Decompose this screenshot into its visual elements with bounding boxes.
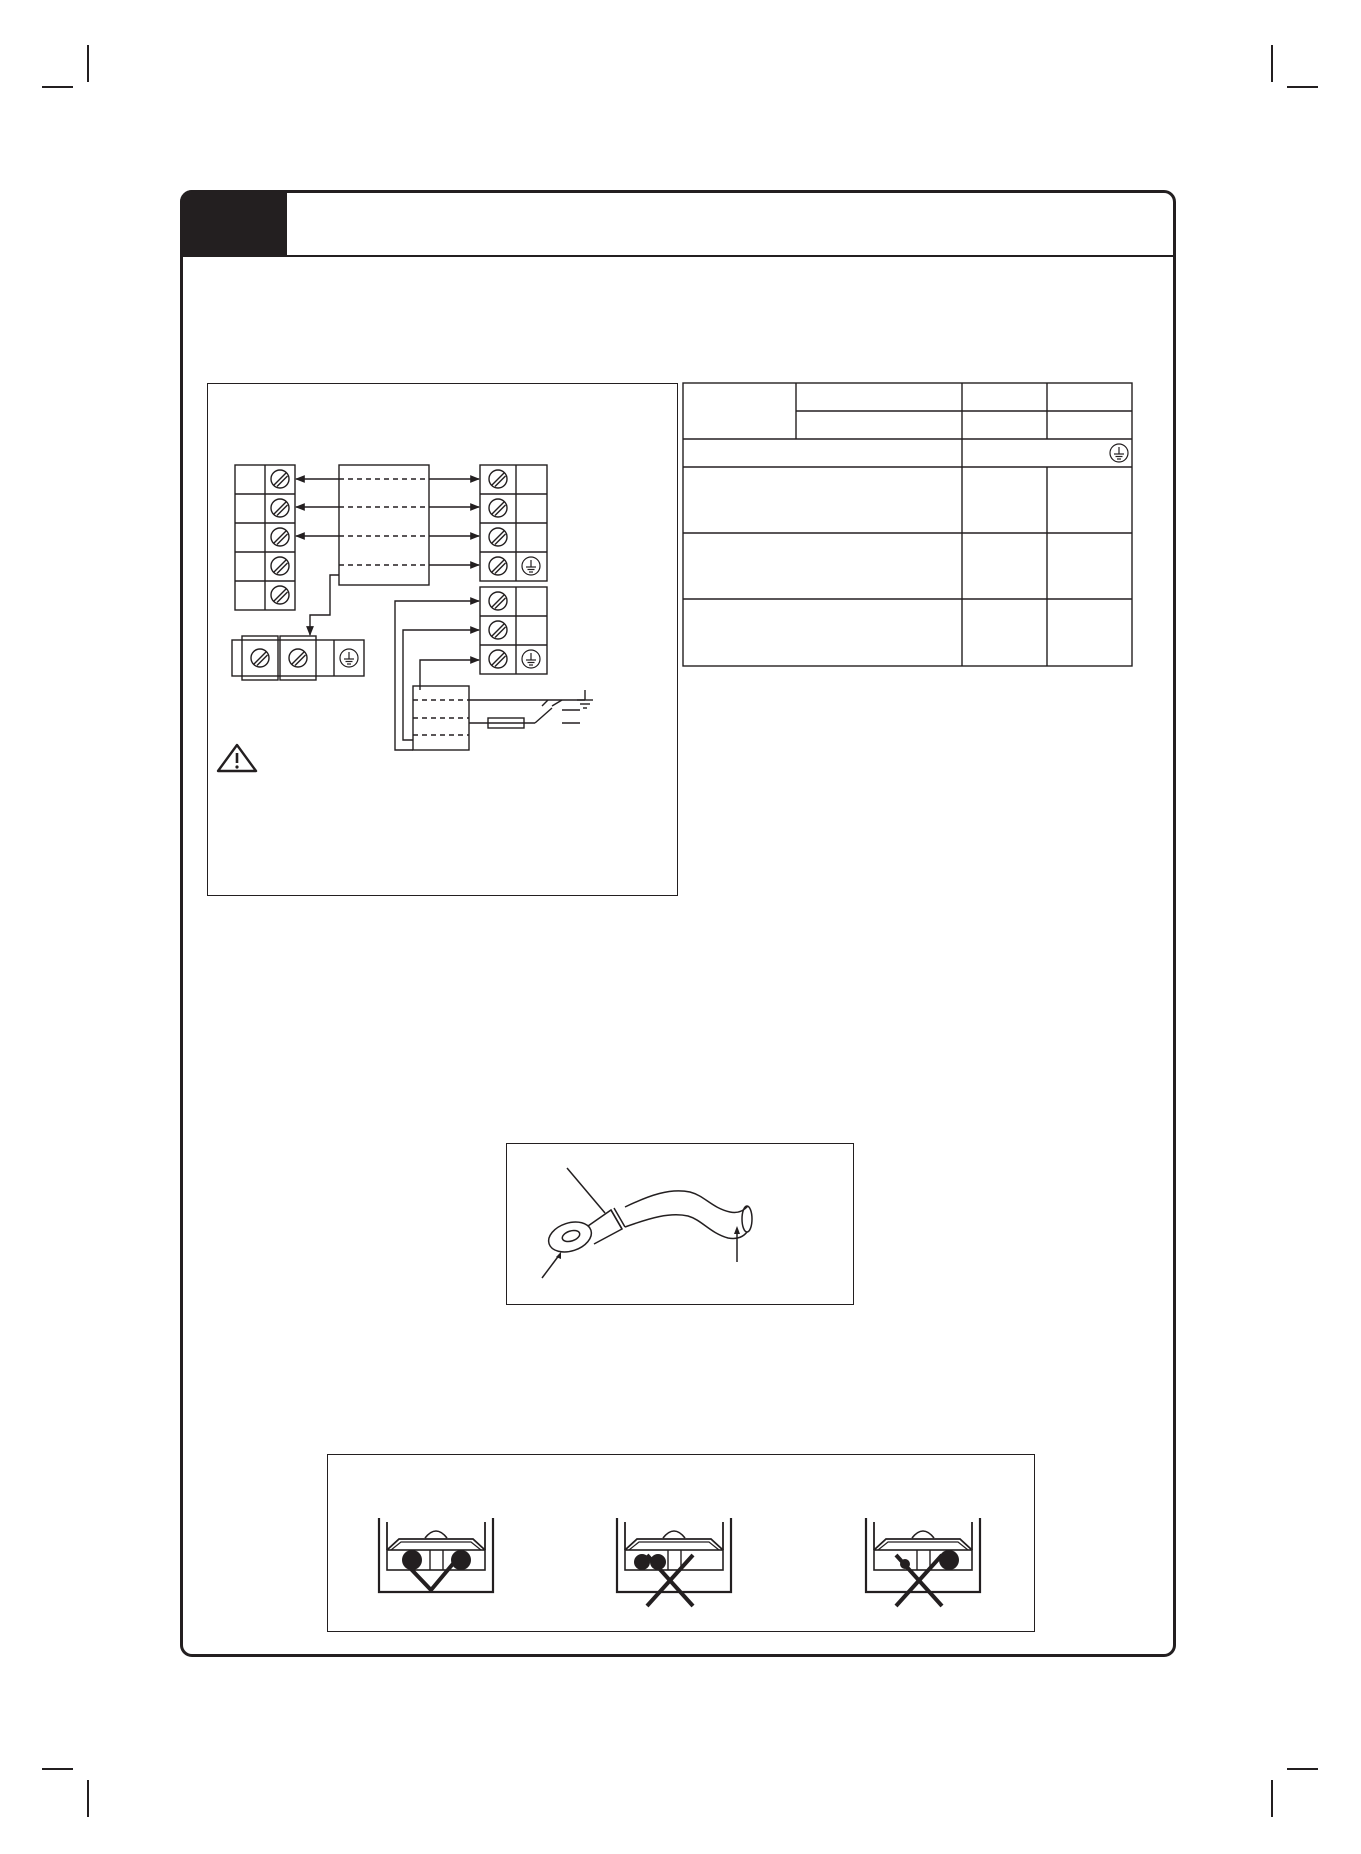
clamp-incorrect-mismatched [866, 1518, 980, 1592]
cross-mark-icon [896, 1555, 942, 1606]
cross-mark-icon [647, 1555, 693, 1606]
clamp-incorrect-bunched [617, 1518, 731, 1592]
clamp-correct [379, 1518, 493, 1592]
